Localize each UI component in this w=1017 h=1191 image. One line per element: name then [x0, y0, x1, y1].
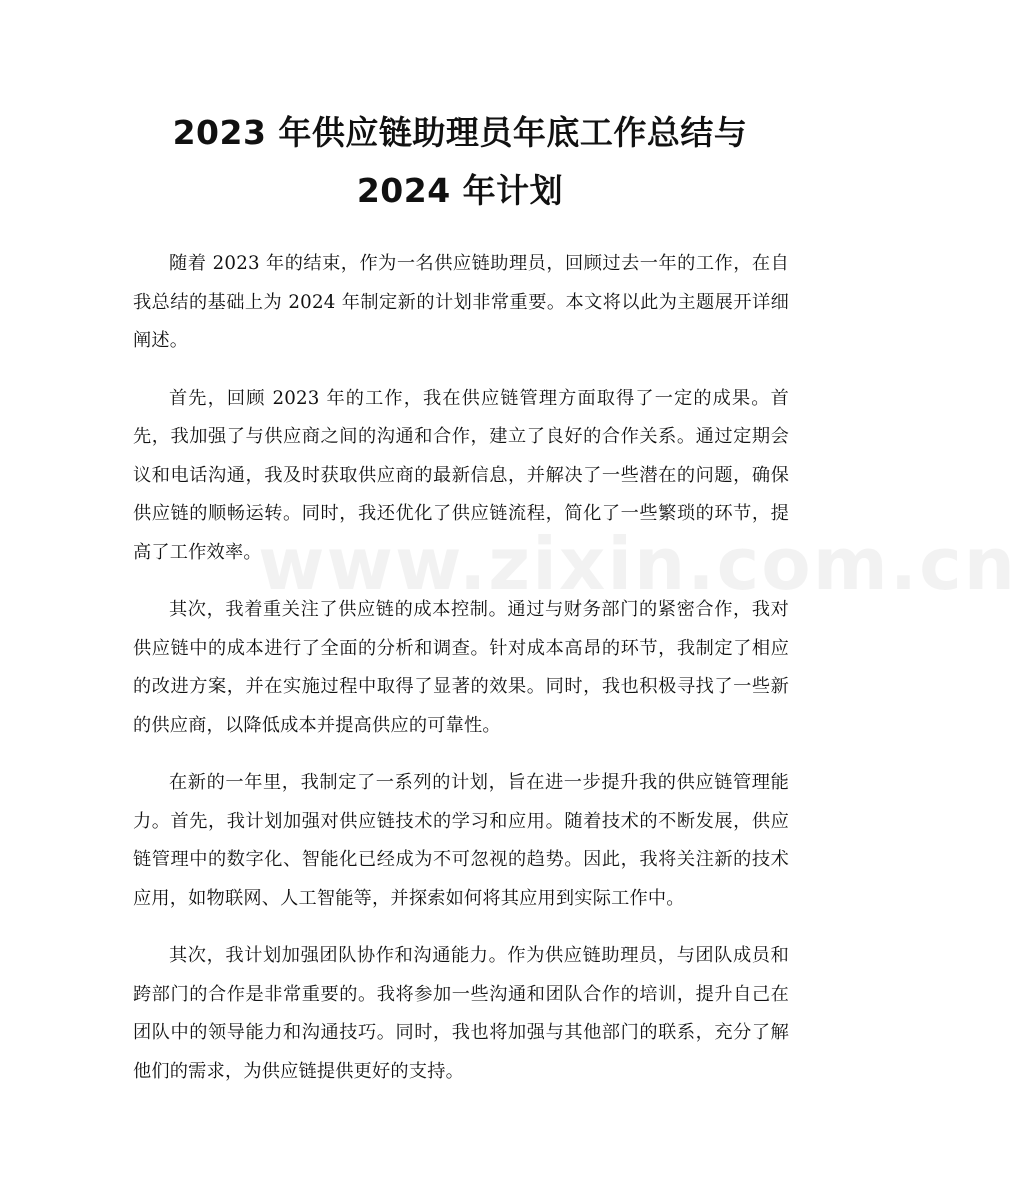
paragraph-plan-teamwork: 其次，我计划加强团队协作和沟通能力。作为供应链助理员，与团队成员和跨部门的合作是非常重要的。我将参加一些沟通和团队合作的培训，提升自己在团队中的领导能力和沟通技巧。同时，我也将加强与其他部门的联系，充分了解他们的需求，为供应链提供更好的支持。 [133, 945, 789, 1082]
document-title: 2023 年供应链助理员年底工作总结与 2024 年计划 [172, 113, 748, 210]
paragraph-intro: 随着 2023 年的结束，作为一名供应链助理员，回顾过去一年的工作，在自我总结的基础上为 2024 年制定新的计划非常重要。本文将以此为主题展开详细阐述。 [133, 253, 789, 351]
document-body [133, 245, 1017, 1110]
paragraph-review-2023: 首先，回顾 2023 年的工作，我在供应链管理方面取得了一定的成果。首先，我加强了与供应商之间的沟通和合作，建立了良好的合作关系。通过定期会议和电话沟通，我及时获取供应商的最新信息，并解决了一些潜在的问题，确保供应链的顺畅运转。同时，我还优化了供应链流程，简化了一些繁琐的环节，提高了工作效率。 [133, 387, 789, 563]
paragraph-cost-control: 其次，我着重关注了供应链的成本控制。通过与财务部门的紧密合作，我对供应链中的成本进行了全面的分析和调查。针对成本高昂的环节，我制定了相应的改进方案，并在实施过程中取得了显著的效果。同时，我也积极寻找了一些新的供应商，以降低成本并提高供应的可靠性。 [133, 599, 789, 736]
paragraph-plan-technology: 在新的一年里，我制定了一系列的计划，旨在进一步提升我的供应链管理能力。首先，我计划加强对供应链技术的学习和应用。随着技术的不断发展，供应链管理中的数字化、智能化已经成为不可忽视的趋势。因此，我将关注新的技术应用，如物联网、人工智能等，并探索如何将其应用到实际工作中。 [133, 772, 789, 909]
watermark: www.zixin.com.cn [258, 522, 1017, 606]
